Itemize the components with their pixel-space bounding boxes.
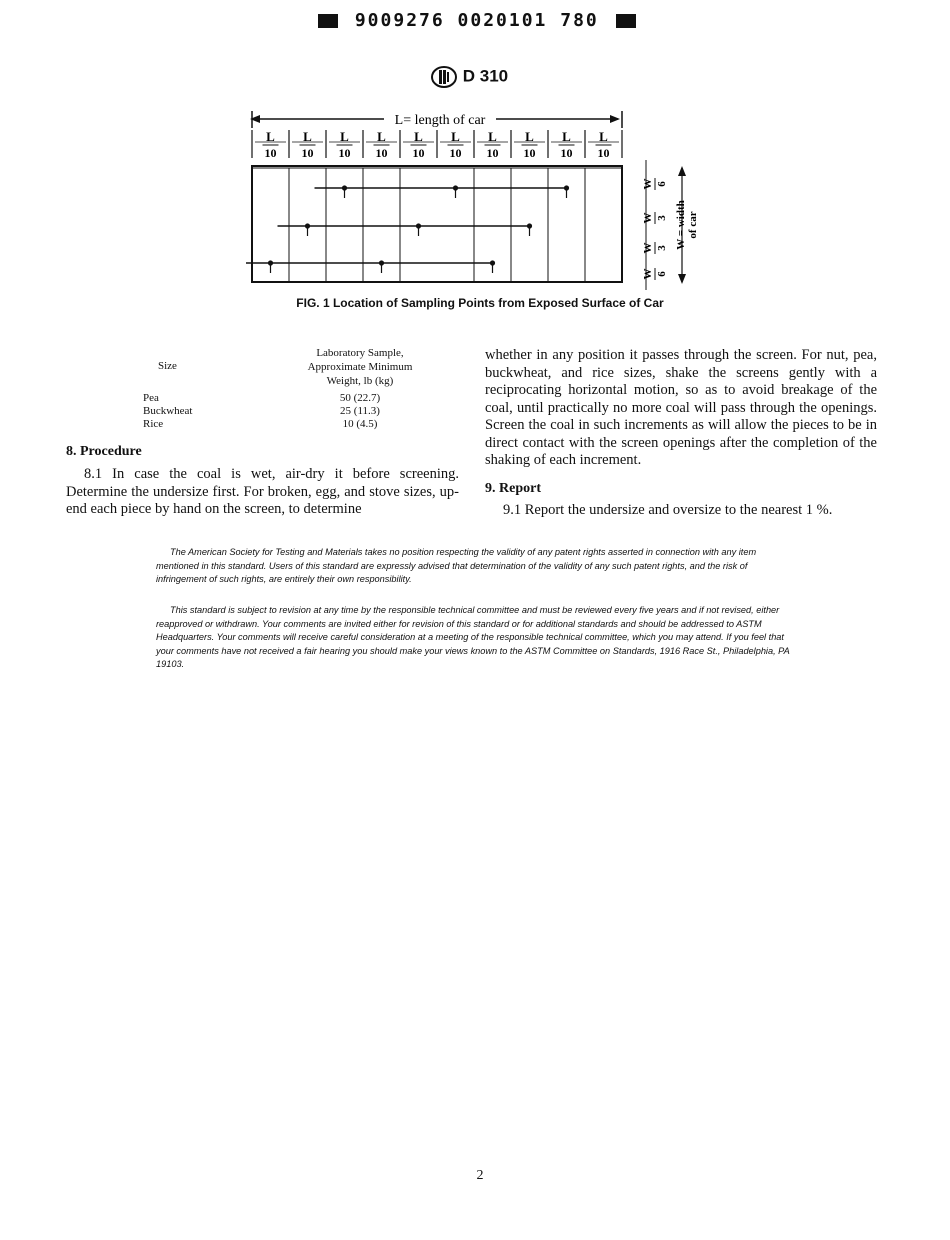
tenth-numerator: L: [451, 129, 460, 144]
table-row: [143, 418, 443, 431]
w-numerator: W: [642, 212, 654, 224]
tenth-denominator: 10: [449, 146, 462, 160]
procedure-heading: 8. Procedure: [66, 444, 142, 459]
w-denominator: 3: [656, 215, 668, 221]
col-weight: [295, 346, 425, 388]
patent-notice: The American Society for Testing and Materials takes no position respecting the validity of any patent rights asserted in connection with any item mentioned in this standard. Users of this standard are expressly advised that determination of the validity of any such patent rights, and the risk of infringement of such rights, are entirely their own responsibility.: [156, 547, 757, 584]
barcode-block-right: [616, 14, 636, 28]
w-fraction: [642, 212, 668, 224]
barcode-block-left: [318, 14, 338, 28]
w-numerator: W: [642, 178, 654, 190]
sampling-figure: [246, 108, 706, 298]
sample-weight-table: [143, 346, 443, 431]
w-denominator: 6: [656, 271, 668, 277]
tenth-denominator: 10: [523, 146, 536, 160]
row-weight: 25 (11.3): [340, 405, 380, 417]
w-denominator: 6: [656, 181, 668, 187]
revision-notice: This standard is subject to revision at any time by the responsible technical committee and must be reviewed every five years and if not revised, either reapproved or withdrawn. Your comments are invited either for revision of this standard or for additional standards and should be addressed to ASTM Headquarters. Your comments will receive careful consideration at a meeting of the responsible technical committee, which you may attend. If you feel that your comments have not received a fair hearing you should make your views known to the ASTM Committee on Standards, 1916 Race St., Philadelphia, PA 19103.: [156, 605, 790, 669]
col-weight-line: Weight, lb (kg): [326, 375, 394, 387]
tenth-denominator: 10: [301, 146, 314, 160]
tenth-denominator: 10: [412, 146, 425, 160]
col-weight-line: Laboratory Sample,: [316, 347, 404, 359]
w-fraction: [642, 178, 668, 190]
tenth-denominator: 10: [597, 146, 610, 160]
row-weight: 10 (4.5): [342, 418, 378, 430]
tenth-numerator: L: [525, 129, 534, 144]
w-numerator: W: [642, 242, 654, 254]
w-denominator: 3: [656, 245, 668, 251]
row-size: Rice: [143, 418, 164, 430]
table-header: [143, 346, 443, 392]
tenth-denominator: 10: [560, 146, 573, 160]
tenth-divisions: [252, 129, 622, 160]
tenth-denominator: 10: [338, 146, 351, 160]
tenth-numerator: L: [340, 129, 349, 144]
table-row: [143, 405, 443, 418]
procedure-paragraph-right: whether in any position it passes through the screen. For nut, pea, buckwheat, and rice sizes, shake the screens gently with a reciprocating horizontal motion, so as to avoid breakage of the coal, until practically no more coal will pass through the openings. Screen the coal in such increments as will allow the pieces to be in direct contact with the screen openings after the completion of the shaking of each increment.: [485, 347, 877, 468]
report-heading: 9. Report: [485, 481, 541, 496]
width-label-1: W = width: [675, 200, 687, 250]
width-dimension: [642, 160, 699, 290]
report-paragraph: 9.1 Report the undersize and oversize to the nearest 1 %.: [503, 502, 833, 518]
tenth-numerator: L: [377, 129, 386, 144]
col-size: Size: [158, 360, 177, 372]
tenth-denominator: 10: [375, 146, 388, 160]
procedure-paragraph-left: 8.1 In case the coal is wet, air-dry it before screening. Determine the undersize first. For broken, egg, and stove sizes, up-end each piece by hand on the screen, to determine: [66, 466, 459, 517]
row-size: Pea: [143, 392, 159, 404]
page-number: 2: [476, 1168, 484, 1183]
scan-code-text: 9009276 0020101 780: [354, 10, 599, 31]
sampling-grid: [246, 168, 585, 282]
tenth-numerator: L: [266, 129, 275, 144]
col-weight-line: Approximate Minimum: [307, 361, 413, 373]
figure-caption: FIG. 1 Location of Sampling Points from Exposed Surface of Car: [296, 296, 664, 310]
length-label: L= length of car: [394, 113, 486, 128]
row-size: Buckwheat: [143, 405, 193, 417]
tenth-numerator: L: [488, 129, 497, 144]
sampling-diagram: [246, 108, 706, 298]
astm-logo-icon: [430, 66, 458, 88]
row-weight: 50 (22.7): [339, 392, 381, 404]
w-fraction: [642, 268, 668, 280]
w-numerator: W: [642, 268, 654, 280]
designation: D 310: [462, 66, 509, 86]
scan-code: [314, 10, 614, 34]
page-header: [430, 66, 550, 94]
w-fraction: [642, 242, 668, 254]
tenth-denominator: 10: [486, 146, 499, 160]
tenth-denominator: 10: [264, 146, 277, 160]
tenth-numerator: L: [414, 129, 423, 144]
tenth-numerator: L: [303, 129, 312, 144]
tenth-numerator: L: [562, 129, 571, 144]
tenth-numerator: L: [599, 129, 608, 144]
table-row: [143, 392, 443, 405]
width-label-2: of car: [687, 211, 699, 239]
